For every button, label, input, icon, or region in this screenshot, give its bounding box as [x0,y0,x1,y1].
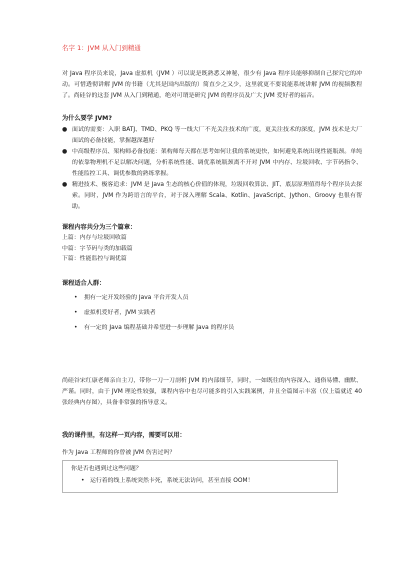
bullet-dot-icon: • [74,309,78,316]
bullet-dot-icon: ● [62,149,68,155]
why-learn-item [62,147,362,180]
lesson-heading: 我的课件里，有这样一页内容，需要可以用： [62,431,186,439]
why-learn-list [62,125,362,213]
question-box-item-text: 运行着的线上系统突然卡死，系统无法访问，甚至直接 OOM！ [90,477,254,484]
question-box-title: 你是否也遇到过这些问题？ [71,465,142,472]
why-learn-item-text: 精进技术、极客追求：JVM 是 Java 生态的核心价值的体现，垃圾回收算法、JIT、底层原理值得每个程序员去探索。同时，JVM 作为跨语言的平台，对于深入理解 Scala、Kotlin、JavaScript、Jython、Groovy 也很有帮助。 [72,182,362,210]
bullet-dot-icon: • [81,477,85,484]
why-learn-item-text: 面试的需要：入职 BATJ、TMD、PKQ 等一线大厂不光关注技术的广度，更关注技术的深度，JVM 技术是大厂面试的必备技能，掌握越深越好 [72,127,362,144]
bullet-dot-icon: • [74,294,78,301]
question-box-item [81,475,333,488]
audience-list [62,291,362,336]
teacher-paragraph: 尚硅谷宋红康老师亲自主刀，带你一刀一刀剖析 JVM 的内部细节，同时，一如既往的内容深入、通俗易懂、幽默、严谨。同时，由于 JVM 理论性较强，课程内容中也尽可能多的引入实践案例，并且全篇图示丰富（仅上篇就近 40 张经典内存图），具备非常强的指导意义。 [62,377,362,406]
audience-item-text: 拥有一定开发经验的 Java 平台开发人员 [84,294,189,301]
why-learn-item-text: 中高级程序员、架构师必备技能：架构师每天都在思考如何让我的系统更快，如何避免系统出现性能瓶颈。单纯的依靠物理机不足以解决问题，分析系统性能、调优系统瓶颈离不开对 JVM 中内存、垃圾回收、字节码指令、性能监控工具、调优参数的熟练掌握。 [72,149,362,177]
why-learn-item [62,125,362,147]
why-learn-heading: 为什么要学 JVM? [62,115,112,122]
bullet-dot-icon: ● [62,127,68,133]
question-box-list [71,475,333,488]
audience-heading: 课程适合人群： [62,279,106,287]
bullet-dot-icon: ● [62,182,68,188]
question-box [62,460,338,493]
audience-item-text: 虚拟机爱好者，JVM 实践者 [84,309,156,316]
course-parts-heading: 课程内容共分为三个篇章： [62,224,137,231]
course-part-line: 上篇：内存与垃圾回收篇 [62,235,127,241]
course-part-line: 中篇：字节码与类的加载篇 [62,245,133,252]
audience-item [74,306,362,321]
intro-paragraph: 对 Java 程序员来说，Java 虚拟机（JVM ）可以说是既熟悉又神秘，很少有 Java 程序员能够抑制自己探究它的冲动。可惜透彻讲解 JVM 的书籍（尤其是国内出版的）简直少之又少，这里就更不要说能系统讲解 JVM 的视频教程了。尚硅谷的这套 JVM 从入门到精通，绝对可谓是研究 JVM 的程序员及广大 JVM 爱好者的福音。 [62,71,362,99]
course-part-line: 下篇：性能监控与调优篇 [62,256,127,262]
audience-item-text: 有一定的 Java 编程基础并希望进一步理解 Java 的程序员 [84,324,235,331]
bullet-dot-icon: • [74,324,78,331]
why-learn-item [62,180,362,213]
lesson-question: 作为 Java 工程师的你曾被 JVM 伤害过吗？ [62,449,176,456]
document-title: 名字 1：JVM 从入门到精通 [62,44,141,52]
audience-item [74,291,362,306]
audience-item [74,321,362,336]
document-page [62,44,362,493]
